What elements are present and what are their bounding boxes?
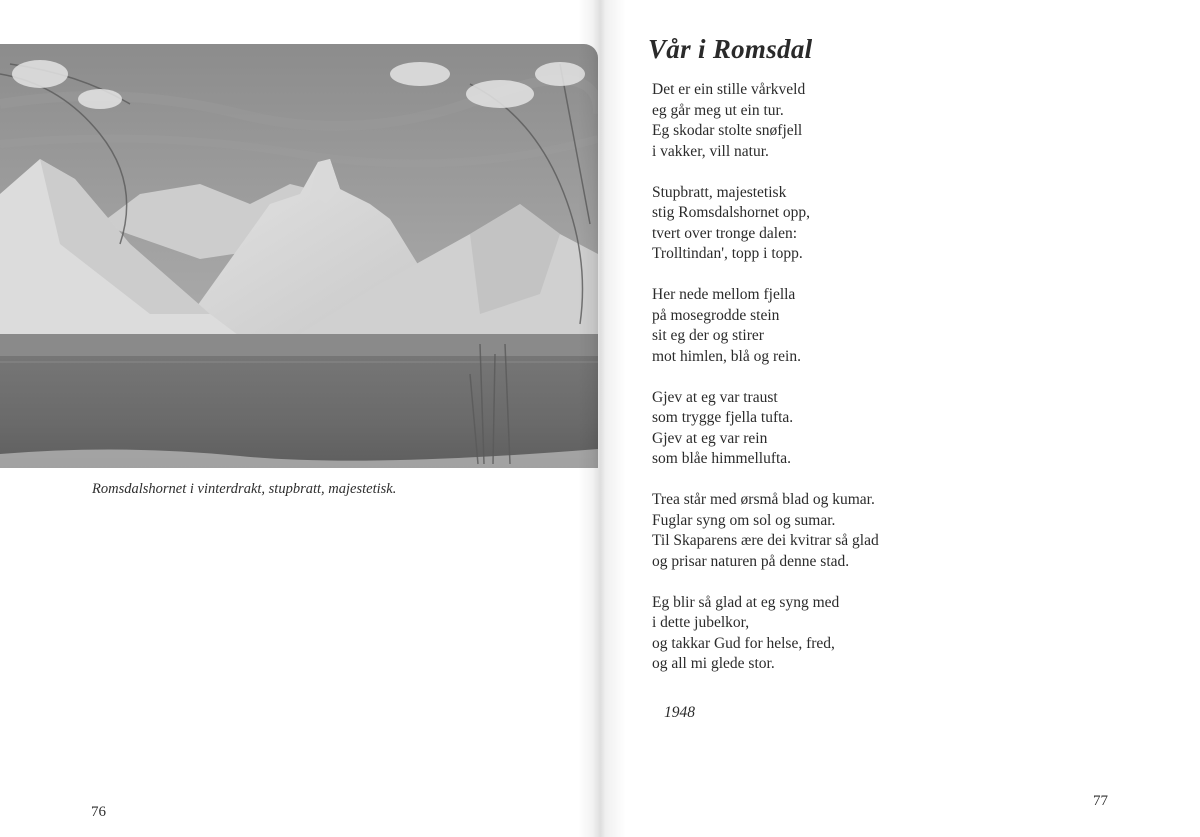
- poem-line: eg går meg ut ein tur.: [652, 101, 784, 119]
- page-number-left: 76: [91, 804, 106, 820]
- poem-title: Vår i Romsdal: [648, 34, 813, 64]
- stanza: [652, 285, 1092, 367]
- page-number-right: 77: [1093, 793, 1108, 809]
- poem-line: og takkar Gud for helse, fred,: [652, 634, 835, 652]
- stanza: [652, 490, 1092, 572]
- poem-line: som blåe himmellufta.: [652, 450, 792, 467]
- poem-line: Trea står med ørsmå blad og kumar.: [652, 491, 875, 508]
- poem-line: og all mi glede stor.: [652, 655, 775, 672]
- poem-line: som trygge fjella tufta.: [652, 409, 794, 426]
- poem-line: Trolltindan', topp i topp.: [652, 245, 803, 262]
- right-page: [598, 0, 1200, 837]
- poem-line: Gjev at eg var traust: [652, 388, 778, 406]
- poem-line: Gjev at eg var rein: [652, 429, 768, 447]
- poem-line: Til Skaparens ære dei kvitrar så glad: [652, 532, 879, 549]
- poem-line: Fuglar syng om sol og sumar.: [652, 511, 836, 529]
- poem-line: på mosegrodde stein: [652, 306, 780, 324]
- poem-line: Det er ein stille vårkveld: [652, 81, 806, 98]
- stanza: [652, 183, 1092, 265]
- left-page: [0, 0, 598, 837]
- poem-line: Stupbratt, majestetisk: [652, 183, 787, 201]
- book-gutter: [578, 0, 626, 837]
- stanza: [652, 80, 1092, 162]
- mountain-illustration: [0, 44, 598, 468]
- poem-line: sit eg der og stirer: [652, 327, 764, 344]
- poem-line: i vakker, vill natur.: [652, 142, 769, 160]
- poem-line: Eg skodar stolte snøfjell: [652, 122, 803, 139]
- poem-year: 1948: [664, 704, 695, 721]
- poem-line: og prisar naturen på denne stad.: [652, 552, 850, 570]
- poem-line: i dette jubelkor,: [652, 614, 750, 631]
- illustration-caption: Romsdalshornet i vinterdrakt, stupbratt, majestetisk.: [92, 481, 397, 497]
- poem-line: stig Romsdalshornet opp,: [652, 204, 811, 221]
- poem-line: Her nede mellom fjella: [652, 286, 796, 303]
- stanza: [652, 593, 1092, 675]
- poem-body: [652, 80, 1092, 695]
- stanza: [652, 388, 1092, 470]
- poem-line: Eg blir så glad at eg syng med: [652, 593, 840, 611]
- poem-line: tvert over tronge dalen:: [652, 224, 798, 242]
- poem-line: mot himlen, blå og rein.: [652, 347, 801, 365]
